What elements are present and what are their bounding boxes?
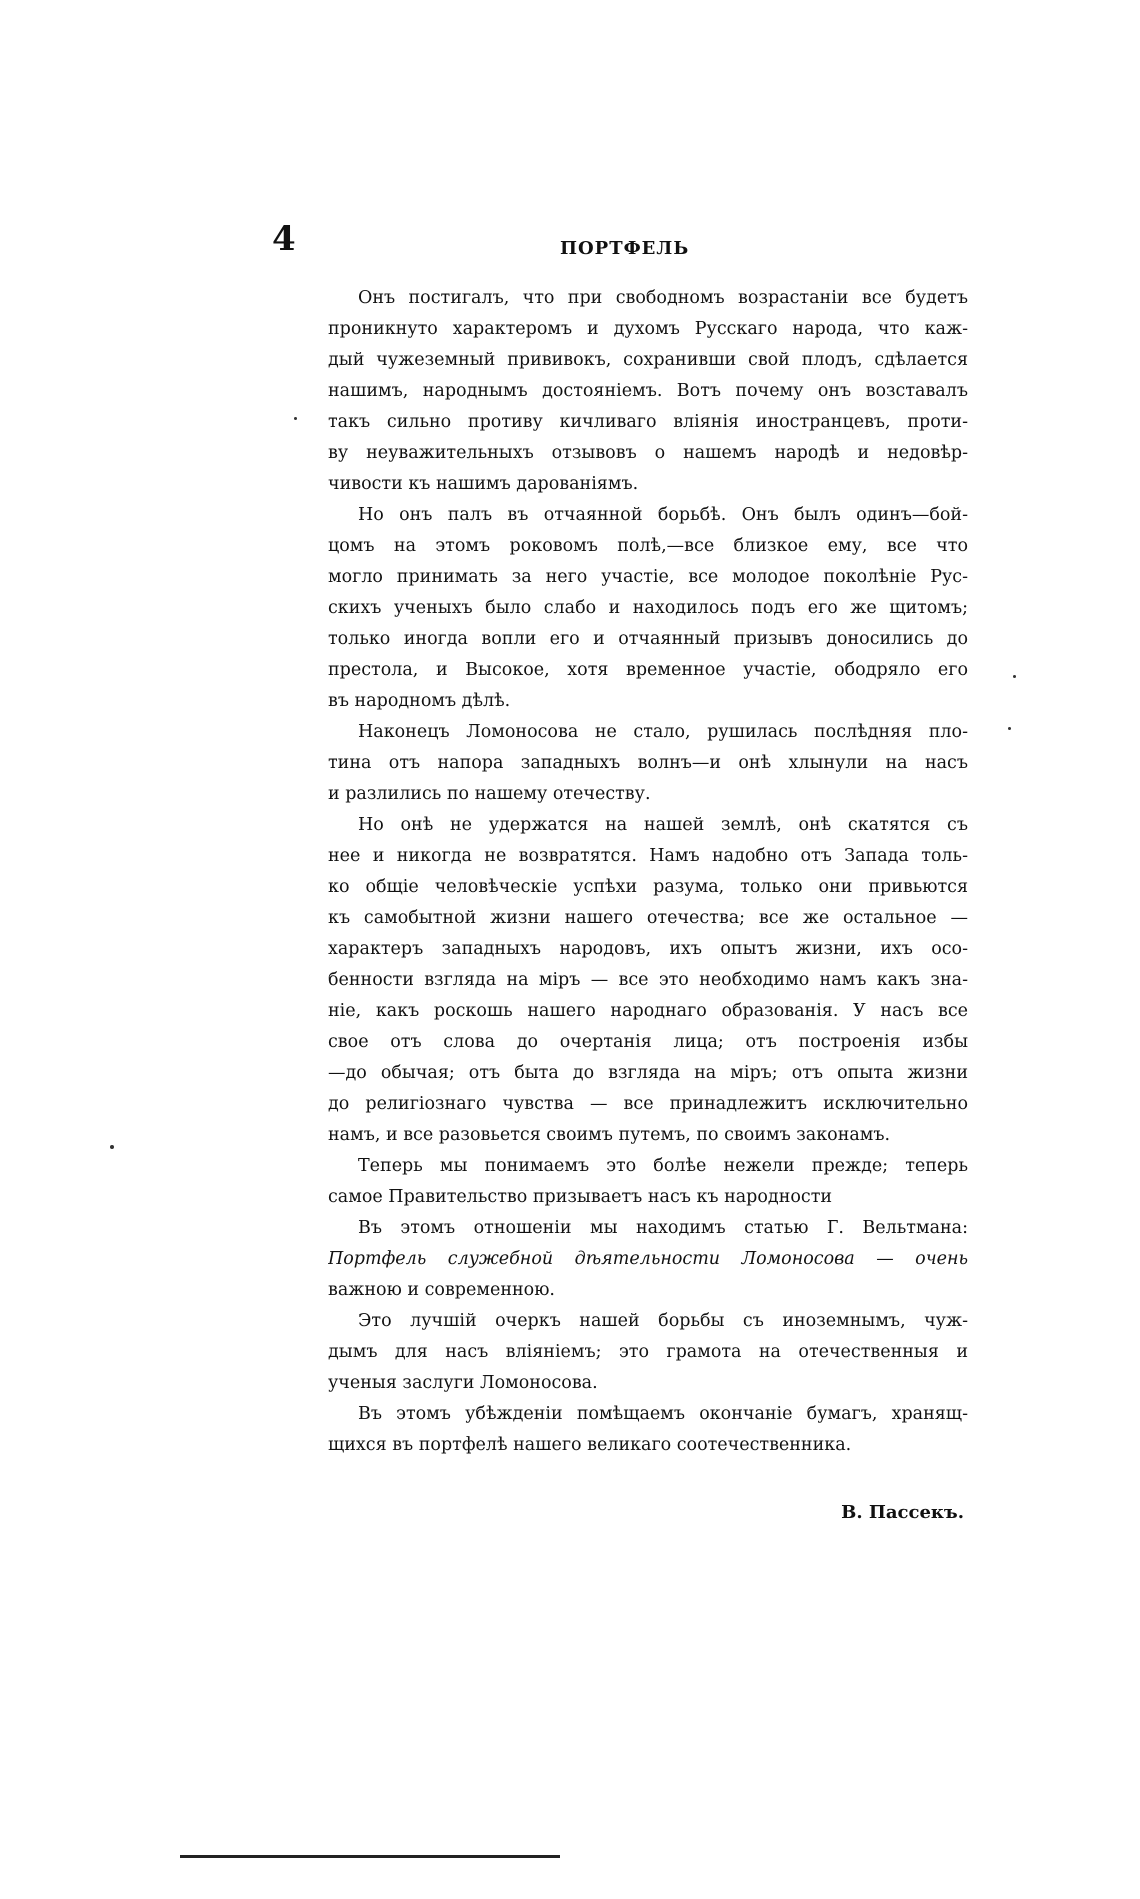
footer-rule [180, 1855, 560, 1858]
text-line: Онъ постигалъ, что при свободномъ возрастаніи все будетъ [358, 288, 968, 308]
text-line: ученыя заслуги Ломоносова. [328, 1373, 598, 1393]
text-line: свое отъ слова до очертанія лица; отъ построенія избы [328, 1032, 968, 1052]
text-line: дымъ для насъ вліяніемъ; это грамота на отечественныя и [328, 1342, 968, 1362]
text-line: —до обычая; отъ быта до взгляда на міръ; отъ опыта жизни [328, 1063, 968, 1083]
running-title: ПОРТФЕЛЬ [560, 238, 690, 259]
text-line: скихъ ученыхъ было слабо и находилось подъ его же щитомъ; [328, 598, 968, 618]
text-line: престола, и Высокое, хотя временное участіе, ободряло его [328, 660, 968, 680]
text-line: Портфель служебной дѣятельности Ломоносова — очень [328, 1249, 968, 1269]
body-text [328, 283, 968, 1461]
text-line: могло принимать за него участіе, все молодое поколѣніе Рус- [328, 567, 968, 587]
text-line: дый чужеземный прививокъ, сохранивши свой плодъ, сдѣлается [328, 350, 968, 370]
text-line: бенности взгляда на міръ — все это необходимо намъ какъ зна- [328, 970, 968, 990]
paragraph-6 [328, 1213, 968, 1306]
paragraph-1 [328, 283, 968, 500]
text-line: ніе, какъ роскошь нашего народнаго образованія. У насъ все [328, 1001, 968, 1021]
paragraph-5 [328, 1151, 968, 1213]
text-line: ко общіе человѣческіе успѣхи разума, только они привьются [328, 877, 968, 897]
text-line: только иногда вопли его и отчаянный призывъ доносились до [328, 629, 968, 649]
text-line: такъ сильно противу кичливаго вліянія иностранцевъ, проти- [328, 412, 968, 432]
text-line: характеръ западныхъ народовъ, ихъ опытъ жизни, ихъ осо- [328, 939, 968, 959]
text-line: до религіознаго чувства — все принадлежитъ исключительно [328, 1094, 968, 1114]
paragraph-8 [328, 1399, 968, 1461]
text-line: къ самобытной жизни нашего отечества; все же остальное — [328, 908, 968, 928]
text-line: проникнуто характеромъ и духомъ Русскаго народа, что каж- [328, 319, 968, 339]
text-line: Но онъ палъ въ отчаянной борьбѣ. Онъ былъ одинъ—бой- [358, 505, 968, 525]
text-line: самое Правительство призываетъ насъ къ народности [328, 1187, 833, 1207]
author-signature: В. Пассекъ. [841, 1502, 964, 1523]
text-line: тина отъ напора западныхъ волнъ—и онѣ хлынули на насъ [328, 753, 968, 773]
text-line: Наконецъ Ломоносова не стало, рушилась послѣдняя пло- [358, 722, 968, 742]
scan-speck [110, 1145, 114, 1149]
scan-speck [1013, 675, 1016, 678]
page-number: 4 [272, 219, 296, 259]
text-line: нее и никогда не возвратятся. Намъ надобно отъ Запада толь- [328, 846, 968, 866]
text-line: щихся въ портфелѣ нашего великаго соотечественника. [328, 1435, 852, 1455]
text-line: намъ, и все разовьется своимъ путемъ, по своимъ законамъ. [328, 1125, 891, 1145]
text-line: чивости къ нашимъ дарованіямъ. [328, 474, 639, 494]
scan-speck [1008, 727, 1011, 730]
scan-speck [294, 417, 297, 420]
text-line: Въ этомъ убѣжденіи помѣщаемъ окончаніе бумагъ, хранящ- [358, 1404, 968, 1424]
paragraph-7 [328, 1306, 968, 1399]
text-line: ву неуважительныхъ отзывовъ о нашемъ народѣ и недовѣр- [328, 443, 968, 463]
text-line: нашимъ, народнымъ достояніемъ. Вотъ почему онъ возставалъ [328, 381, 968, 401]
paragraph-3 [328, 717, 968, 810]
text-line: въ народномъ дѣлѣ. [328, 691, 511, 711]
text-line: важною и современною. [328, 1280, 555, 1300]
text-line: Это лучшій очеркъ нашей борьбы съ иноземнымъ, чуж- [358, 1311, 968, 1331]
text-line: цомъ на этомъ роковомъ полѣ,—все близкое ему, все что [328, 536, 968, 556]
text-line: Но онѣ не удержатся на нашей землѣ, онѣ скатятся съ [358, 815, 968, 835]
text-line: и разлились по нашему отечеству. [328, 784, 651, 804]
paragraph-2 [328, 500, 968, 717]
paragraph-4 [328, 810, 968, 1151]
text-line: Теперь мы понимаемъ это болѣе нежели прежде; теперь [358, 1156, 968, 1176]
text-line: Въ этомъ отношеніи мы находимъ статью Г. Вельтмана: [358, 1218, 968, 1238]
